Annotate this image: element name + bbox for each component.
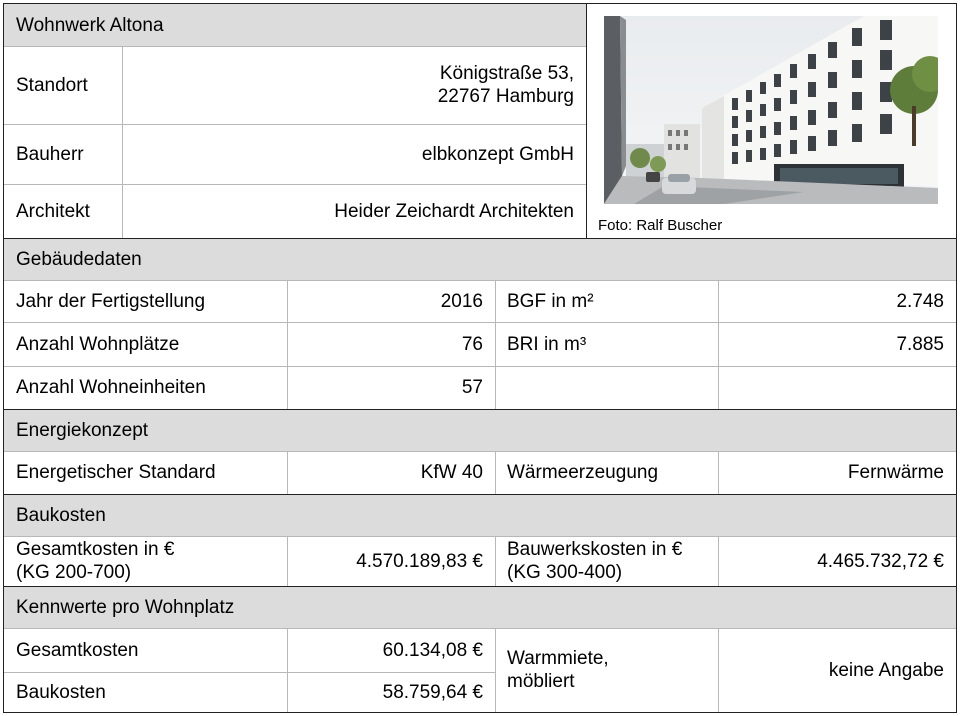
warmmiete-label-line-1: Warmmiete,	[507, 648, 609, 669]
warmmiete-label-cell	[495, 628, 718, 712]
table-border-bottom	[3, 712, 957, 713]
architekt-label-cell	[4, 184, 122, 238]
divider	[287, 451, 288, 494]
waerme-value: Fernwärme	[847, 462, 944, 483]
bauwerkskosten-label-line-2: (KG 300-400)	[507, 562, 623, 583]
divider	[495, 628, 496, 712]
gebaeudedaten-heading: Gebäudedaten	[16, 248, 142, 270]
gebaeudedaten-header	[4, 238, 956, 280]
architekt-label: Architekt	[16, 200, 90, 222]
warmmiete-label-line-2: möbliert	[507, 671, 575, 692]
standard-value-cell	[287, 451, 495, 494]
warmmiete-value: keine Angabe	[828, 659, 944, 681]
standort-line-2: 22767 Hamburg	[437, 86, 574, 107]
kennwerte-header	[4, 586, 956, 628]
divider	[3, 586, 957, 587]
gesamtkosten-value-cell	[287, 536, 495, 586]
kw-baukosten-label: Baukosten	[16, 681, 106, 703]
bgf-label-cell	[495, 280, 718, 322]
wohneinheiten-value-cell	[287, 366, 495, 409]
wohnplaetze-label: Anzahl Wohnplätze	[16, 333, 180, 355]
divider	[718, 536, 719, 586]
photo-credit: Foto: Ralf Buscher	[598, 217, 723, 234]
divider	[4, 46, 586, 47]
divider	[3, 238, 957, 239]
divider	[4, 628, 956, 629]
standort-value-cell	[122, 46, 586, 124]
divider	[495, 536, 496, 586]
gesamtkosten-label-line-2: (KG 200-700)	[16, 562, 132, 583]
bri-value-cell	[718, 322, 956, 366]
jahr-label-cell	[4, 280, 287, 322]
bgf-label: BGF in m²	[507, 290, 594, 312]
gesamtkosten-label-line-1: Gesamtkosten in €	[16, 539, 175, 560]
bauherr-value-cell	[122, 124, 586, 184]
kennwerte-heading: Kennwerte pro Wohnplatz	[16, 596, 235, 618]
bauwerkskosten-value: 4.465.732,72 €	[817, 550, 944, 572]
divider	[4, 280, 956, 281]
table-border-top	[3, 3, 957, 4]
wohnplaetze-label-cell	[4, 322, 287, 366]
energie-heading: Energiekonzept	[16, 419, 149, 441]
divider	[287, 628, 288, 712]
bgf-value-cell	[718, 280, 956, 322]
divider	[3, 494, 957, 495]
divider	[718, 280, 719, 409]
standort-label: Standort	[16, 74, 88, 96]
bauwerkskosten-label-line-1: Bauwerkskosten in €	[507, 539, 683, 560]
bri-label: BRI in m³	[507, 333, 587, 355]
building-photo	[604, 16, 938, 204]
divider	[4, 451, 956, 452]
standort-label-cell	[4, 46, 122, 124]
architekt-value-cell	[122, 184, 586, 238]
bauwerkskosten-label-cell	[495, 536, 718, 586]
kw-baukosten-value-cell	[287, 672, 495, 712]
page-title: Wohnwerk Altona	[16, 14, 164, 36]
kw-gesamtkosten-value: 60.134,08 €	[382, 639, 483, 661]
bauherr-label-cell	[4, 124, 122, 184]
gesamtkosten-value: 4.570.189,83 €	[356, 550, 483, 572]
energie-header	[4, 409, 956, 451]
divider	[122, 46, 123, 238]
bauherr-label: Bauherr	[16, 143, 84, 165]
kw-gesamtkosten-label: Gesamtkosten	[16, 639, 139, 661]
standard-label: Energetischer Standard	[16, 462, 216, 483]
divider	[4, 322, 956, 323]
divider	[287, 536, 288, 586]
divider	[4, 184, 586, 185]
wohneinheiten-label: Anzahl Wohneinheiten	[16, 377, 206, 398]
waerme-label: Wärmeerzeugung	[507, 462, 659, 483]
wohneinheiten-value: 57	[461, 377, 483, 398]
bri-value: 7.885	[896, 333, 944, 355]
title-header	[4, 4, 586, 46]
table-border-right	[956, 3, 957, 713]
divider	[4, 672, 495, 673]
jahr-value: 2016	[440, 290, 483, 312]
waerme-label-cell	[495, 451, 718, 494]
divider	[718, 451, 719, 494]
divider	[4, 124, 586, 125]
baukosten-header	[4, 494, 956, 536]
bauwerkskosten-value-cell	[718, 536, 956, 586]
wohnplaetze-value-cell	[287, 322, 495, 366]
divider	[3, 409, 957, 410]
photo-divider	[586, 3, 587, 238]
baukosten-heading: Baukosten	[16, 504, 106, 526]
kw-baukosten-label-cell	[4, 672, 287, 712]
table-border-left	[3, 3, 4, 713]
jahr-value-cell	[287, 280, 495, 322]
standard-label-cell	[4, 451, 287, 494]
wohnplaetze-value: 76	[461, 333, 483, 355]
gesamtkosten-label-cell	[4, 536, 287, 586]
kw-baukosten-value: 58.759,64 €	[382, 681, 483, 703]
wohneinheiten-label-cell	[4, 366, 287, 409]
divider	[495, 280, 496, 409]
jahr-label: Jahr der Fertigstellung	[16, 290, 206, 312]
bri-label-cell	[495, 322, 718, 366]
waerme-value-cell	[718, 451, 956, 494]
kw-gesamtkosten-label-cell	[4, 628, 287, 672]
warmmiete-value-cell	[718, 628, 956, 712]
architekt-value: Heider Zeichardt Architekten	[334, 200, 574, 222]
standort-line-1: Königstraße 53,	[439, 63, 574, 84]
divider	[4, 536, 956, 537]
divider	[718, 628, 719, 712]
divider	[4, 366, 956, 367]
divider	[495, 451, 496, 494]
standard-value: KfW 40	[420, 462, 483, 483]
kw-gesamtkosten-value-cell	[287, 628, 495, 672]
divider	[287, 280, 288, 409]
bauherr-value: elbkonzept GmbH	[421, 143, 574, 165]
bgf-value: 2.748	[896, 290, 944, 312]
